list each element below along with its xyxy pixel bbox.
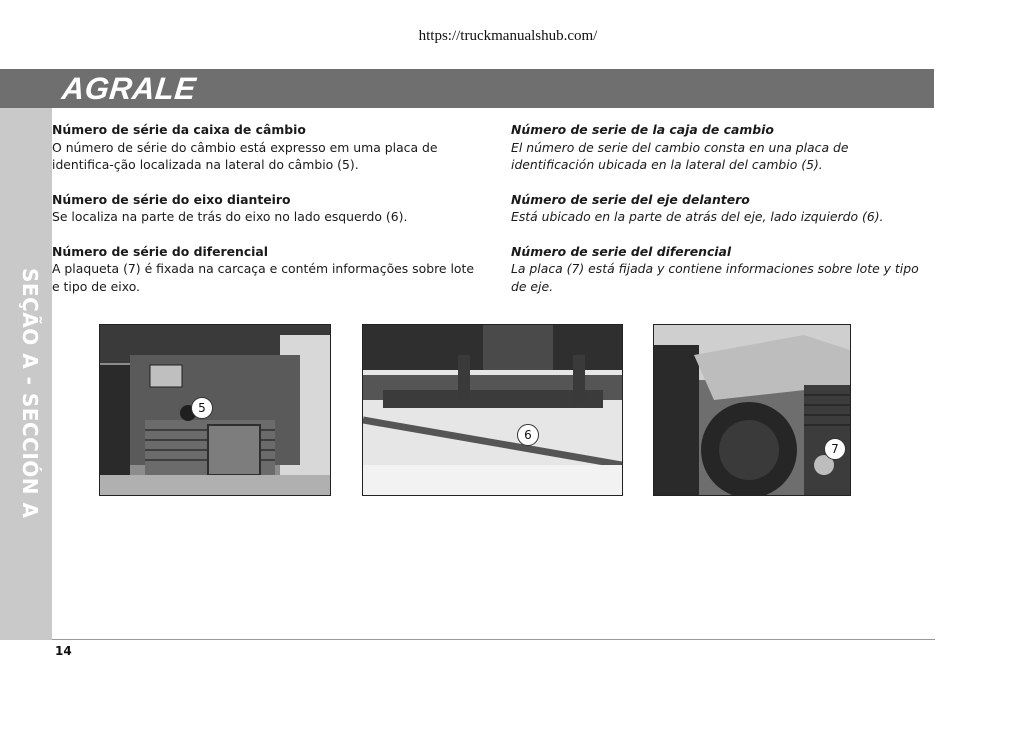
gearbox-photo: [99, 324, 331, 496]
es-front-axle-block: [511, 191, 935, 226]
front-axle-photo: [362, 324, 623, 496]
gearbox-illustration: [100, 325, 330, 495]
es-differential-block: [511, 243, 935, 296]
es-front-axle-title: Número de serie del eje delantero: [511, 191, 750, 207]
pt-gearbox-text: O número de série do câmbio está expresso em uma placa de identifica-ção localizada na lateral do câmbio (5).: [52, 139, 438, 172]
callout-6: 6: [517, 424, 539, 446]
es-gearbox-text: El número de serie del cambio consta en una placa de identificación ubicada en la lateral del cambio (5).: [511, 139, 849, 172]
pt-gearbox-title: Número de série da caixa de câmbio: [52, 122, 306, 137]
differential-illustration: [654, 325, 850, 495]
footer-rule: [52, 639, 935, 640]
es-differential-title: Número de serie del diferencial: [511, 243, 732, 259]
pt-gearbox-block: [52, 121, 474, 174]
front-axle-illustration: [363, 325, 622, 495]
es-differential-text: La placa (7) está fijada y contiene informaciones sobre lote y tipo de eje.: [511, 261, 919, 294]
spanish-column: [511, 121, 935, 312]
es-front-axle-text: Está ubicado en la parte de atrás del eje, lado izquierdo (6).: [511, 209, 884, 224]
es-gearbox-block: [511, 121, 935, 174]
pt-front-axle-title: Número de série do eixo dianteiro: [52, 191, 291, 207]
source-url[interactable]: https://truckmanualshub.com/: [418, 28, 598, 44]
pt-differential-block: [52, 243, 474, 296]
es-gearbox-title: Número de serie de la caja de cambio: [511, 122, 774, 137]
pt-front-axle-text: Se localiza na parte de trás do eixo no lado esquerdo (6).: [52, 209, 408, 224]
portuguese-column: [52, 121, 474, 312]
pt-differential-text: A plaqueta (7) é fixada na carcaça e contém informações sobre lote e tipo de eixo.: [52, 261, 474, 294]
brand-logo: AGRALE: [60, 71, 198, 106]
differential-photo: [653, 324, 851, 496]
callout-5: 5: [191, 397, 213, 419]
callout-7: 7: [824, 438, 846, 460]
page-number: 14: [55, 644, 72, 658]
pt-differential-title: Número de série do diferencial: [52, 243, 269, 259]
section-label: SEÇÃO A - SECCIÓN A: [18, 268, 42, 519]
pt-front-axle-block: [52, 191, 474, 226]
